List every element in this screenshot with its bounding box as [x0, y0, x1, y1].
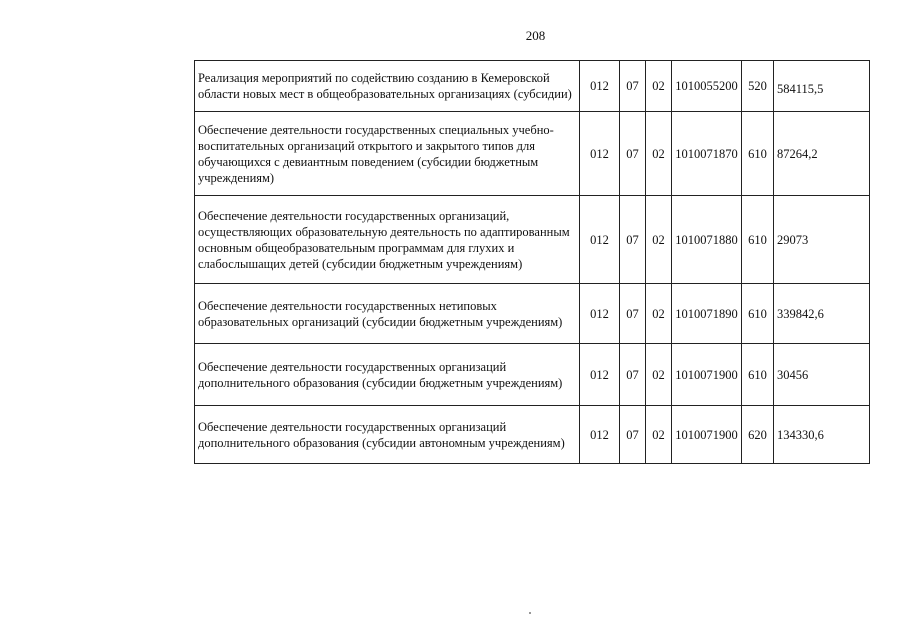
subsection-code: 02 — [646, 406, 672, 464]
expense-type-code: 610 — [742, 112, 774, 196]
subsection-code: 02 — [646, 112, 672, 196]
subsection-code: 02 — [646, 344, 672, 406]
table-row — [195, 406, 870, 464]
expense-type-code: 520 — [742, 61, 774, 112]
ministry-code: 012 — [580, 284, 620, 344]
target-article-code: 1010071900 — [672, 406, 742, 464]
budget-table — [194, 60, 870, 464]
row-description: Обеспечение деятельности государственных организаций дополнительного образования (субсидии автономным учреждениям) — [195, 406, 580, 464]
ministry-code: 012 — [580, 112, 620, 196]
expense-type-code: 610 — [742, 196, 774, 284]
section-code: 07 — [620, 112, 646, 196]
section-code: 07 — [620, 406, 646, 464]
row-description: Обеспечение деятельности государственных организаций дополнительного образования (субсидии бюджетным учреждениям) — [195, 344, 580, 406]
subsection-code: 02 — [646, 196, 672, 284]
target-article-code: 1010071890 — [672, 284, 742, 344]
section-code: 07 — [620, 61, 646, 112]
expense-type-code: 610 — [742, 284, 774, 344]
ministry-code: 012 — [580, 61, 620, 112]
row-description: Обеспечение деятельности государственных специальных учебно-воспитательных организаций открытого и закрытого типов для обучающихся с девиантным поведением (субсидии бюджетным учреждениям) — [195, 112, 580, 196]
page-number: 208 — [525, 28, 546, 43]
scan-speck — [529, 612, 531, 614]
target-article-code: 1010071900 — [672, 344, 742, 406]
target-article-code: 1010055200 — [672, 61, 742, 112]
section-code: 07 — [620, 344, 646, 406]
expense-type-code: 610 — [742, 344, 774, 406]
table-row — [195, 112, 870, 196]
amount: 339842,6 — [774, 284, 870, 344]
table-row — [195, 284, 870, 344]
ministry-code: 012 — [580, 344, 620, 406]
amount: 584115,5 — [774, 61, 870, 112]
table-row — [195, 344, 870, 406]
row-description: Обеспечение деятельности государственных организаций, осуществляющих образовательную деятельность по адаптированным основным общеобразовательным программам для глухих и слабослышащих детей (субсидии бюджетным учреждениям) — [195, 196, 580, 284]
ministry-code: 012 — [580, 196, 620, 284]
subsection-code: 02 — [646, 61, 672, 112]
amount: 29073 — [774, 196, 870, 284]
table-row — [195, 196, 870, 284]
ministry-code: 012 — [580, 406, 620, 464]
amount: 87264,2 — [774, 112, 870, 196]
amount: 134330,6 — [774, 406, 870, 464]
section-code: 07 — [620, 284, 646, 344]
row-description: Реализация мероприятий по содействию созданию в Кемеровской области новых мест в общеобразовательных организациях (субсидии) — [195, 61, 580, 112]
subsection-code: 02 — [646, 284, 672, 344]
target-article-code: 1010071880 — [672, 196, 742, 284]
amount: 30456 — [774, 344, 870, 406]
target-article-code: 1010071870 — [672, 112, 742, 196]
section-code: 07 — [620, 196, 646, 284]
table-row — [195, 61, 870, 112]
row-description: Обеспечение деятельности государственных нетиповых образовательных организаций (субсидии бюджетным учреждениям) — [195, 284, 580, 344]
expense-type-code: 620 — [742, 406, 774, 464]
